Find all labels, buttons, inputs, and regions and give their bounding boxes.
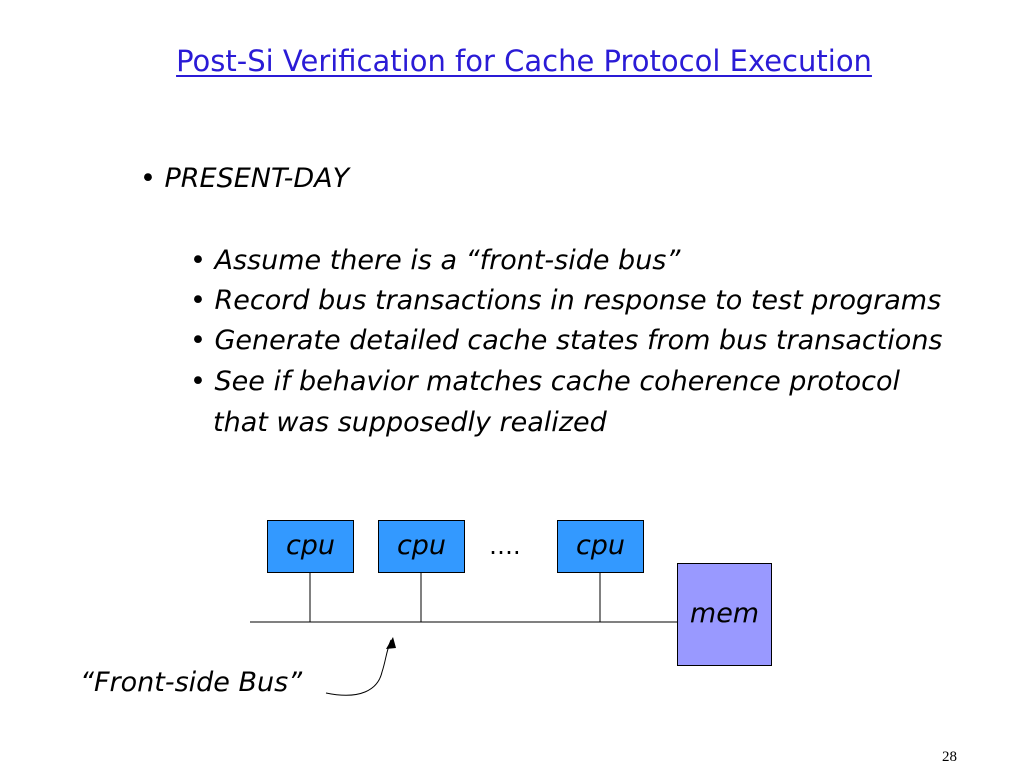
- sub-bullet-continuation: that was supposedly realized: [213, 407, 607, 438]
- memory-box: mem: [677, 563, 772, 666]
- front-side-bus-label: “Front-side Bus”: [80, 667, 303, 698]
- cpu-ellipsis: ….: [489, 532, 521, 560]
- sub-bullet-assume-bus: • Assume there is a “front-side bus”: [190, 245, 681, 276]
- slide-title: Post-Si Verification for Cache Protocol Execution: [176, 44, 872, 78]
- bullet-present-day: • PRESENT-DAY: [140, 163, 350, 194]
- page-number: 28: [942, 749, 957, 765]
- sub-bullet-check-behavior: • See if behavior matches cache coherence protocol: [190, 366, 901, 397]
- arrow-head: [386, 637, 396, 649]
- cpu-box-2: cpu: [378, 520, 465, 573]
- sub-bullet-record-transactions: • Record bus transactions in response to test programs: [190, 285, 942, 316]
- bus-label-arrow: [326, 640, 391, 695]
- cpu-box-1: cpu: [267, 520, 354, 573]
- sub-bullet-generate-states: • Generate detailed cache states from bus transactions: [190, 325, 943, 356]
- cpu-box-3: cpu: [557, 520, 644, 573]
